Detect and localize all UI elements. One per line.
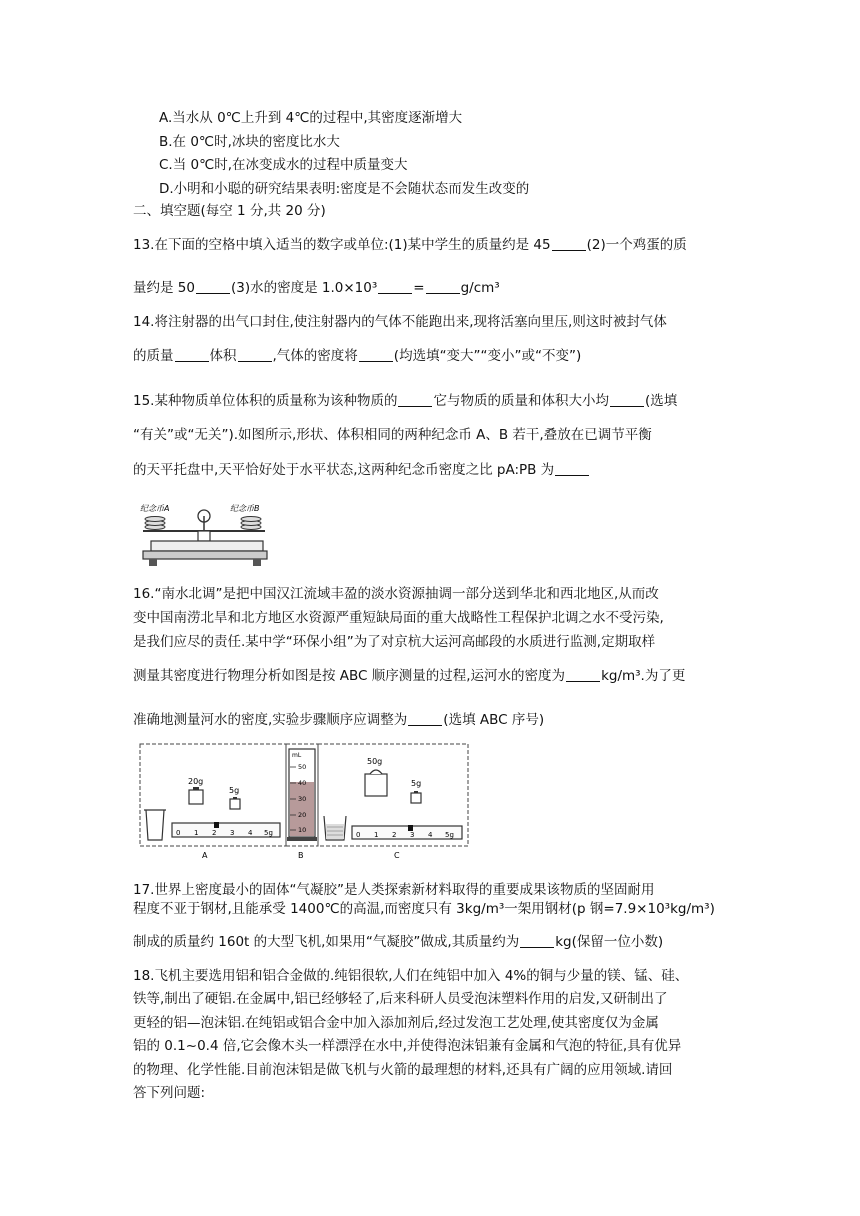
q16-text-4b: kg/m³.为了更 bbox=[601, 668, 686, 684]
weight-5g-c bbox=[411, 793, 421, 803]
q17-text-3a: 制成的质量约 160t 的大型飞机,如果用“气凝胶”做成,其质量约为 bbox=[133, 934, 520, 950]
scale-tick-label: 1 bbox=[194, 829, 199, 837]
answer-blank[interactable] bbox=[359, 348, 393, 362]
scale-tick-label: 1 bbox=[374, 831, 379, 839]
q14-text-2a: 的质量 bbox=[133, 348, 174, 364]
answer-blank[interactable] bbox=[408, 712, 442, 726]
scale-tick-label: 5g bbox=[264, 829, 273, 837]
coin-stack-a bbox=[145, 517, 165, 530]
cylinder-tick-label: 30 bbox=[298, 795, 307, 803]
weight-20g bbox=[189, 790, 203, 804]
q13-line-2 bbox=[133, 276, 500, 296]
scale-tick-label: 2 bbox=[212, 829, 217, 837]
weight-20g-label: 20g bbox=[188, 777, 204, 786]
answer-blank[interactable] bbox=[426, 280, 460, 294]
q15-text-1c: (选填 bbox=[644, 393, 678, 409]
answer-blank[interactable] bbox=[610, 393, 644, 407]
q13-text-1a: 13.在下面的空格中填入适当的数字或单位:(1)某中学生的质量约是 45 bbox=[133, 237, 551, 253]
q13-text-2c: = bbox=[413, 280, 425, 296]
q13-text-2a: 量约是 50 bbox=[133, 280, 195, 296]
q16-text-5a: 准确地测量河水的密度,实验步骤顺序应调整为 bbox=[133, 712, 408, 728]
q16-line-1: 16.“南水北调”是把中国汉江流域丰盈的淡水资源抽调一部分送到华北和西北地区,从而改 bbox=[133, 586, 659, 602]
q16-text-5b: (选填 ABC 序号) bbox=[443, 712, 545, 728]
q16-text-4a: 测量其密度进行物理分析如图是按 ABC 顺序测量的过程,运河水的密度为 bbox=[133, 668, 566, 684]
q18-line-3: 更轻的铝—泡沫铝.在纯铝或铝合金中加入添加剂后,经过发泡工艺处理,使其密度仅为金属 bbox=[133, 1015, 659, 1031]
q18-line-4: 铝的 0.1~0.4 倍,它会像木头一样漂浮在水中,并使得泡沫铝兼有金属和气泡的特征,具有优异 bbox=[133, 1038, 682, 1054]
answer-blank[interactable] bbox=[196, 280, 230, 294]
q13-text-2d: g/cm³ bbox=[460, 280, 500, 296]
scale-tick-label: 5g bbox=[445, 831, 454, 839]
scale-tick-label: 2 bbox=[392, 831, 397, 839]
weight-50g bbox=[365, 774, 387, 796]
scale-tick-label: 0 bbox=[176, 829, 181, 837]
option-d: D.小明和小聪的研究结果表明:密度是不会随状态而发生改变的 bbox=[159, 181, 530, 197]
answer-blank[interactable] bbox=[555, 462, 589, 476]
q17-line-3 bbox=[133, 930, 663, 950]
cylinder-tick-label: 20 bbox=[298, 811, 307, 819]
coin-b-label: 纪念币B bbox=[230, 504, 260, 513]
q14-text-2b: 体积 bbox=[209, 348, 237, 364]
panel-b-label: B bbox=[298, 851, 304, 860]
cylinder-tick-label: 10 bbox=[298, 826, 307, 834]
q16-line-3: 是我们应尽的责任.某中学“环保小组”为了对京杭大运河高邮段的水质进行监测,定期取样 bbox=[133, 634, 656, 650]
coin-stack-b bbox=[241, 517, 261, 530]
q15-line-3 bbox=[133, 458, 590, 478]
q13-text-2b: (3)水的密度是 1.0×10³ bbox=[230, 280, 378, 296]
weight-5g bbox=[230, 799, 240, 809]
scale-tick-label: 3 bbox=[230, 829, 235, 837]
q18-line-2: 铁等,制出了硬铝.在金属中,铝已经够轻了,后来科研人员受泡沫塑料作用的启发,又研制出了 bbox=[133, 991, 668, 1007]
balance-figure bbox=[137, 500, 272, 570]
q15-line-2: “有关”或“无关”).如图所示,形状、体积相同的两种纪念币 A、B 若干,叠放在已调节平衡 bbox=[133, 427, 652, 443]
option-c: C.当 0℃时,在冰变成水的过程中质量变大 bbox=[159, 157, 408, 173]
option-a: A.当水从 0℃上升到 4℃的过程中,其密度逐渐增大 bbox=[159, 110, 463, 126]
cylinder-unit: mL bbox=[292, 752, 302, 759]
cylinder-tick-label: 50 bbox=[298, 763, 307, 771]
answer-blank[interactable] bbox=[520, 934, 554, 948]
q16-line-5 bbox=[133, 708, 544, 728]
q15-text-1b: 它与物质的质量和体积大小均 bbox=[433, 393, 609, 409]
q17-line-1: 17.世界上密度最小的固体“气凝胶”是人类探索新材料取得的重要成果该物质的坚固耐用 bbox=[133, 882, 655, 898]
coin-a-label: 纪念币A bbox=[140, 504, 170, 513]
scale-tick-label: 0 bbox=[356, 831, 361, 839]
answer-blank[interactable] bbox=[175, 348, 209, 362]
scale-tick-label: 3 bbox=[410, 831, 415, 839]
weight-5g-label-c: 5g bbox=[411, 779, 422, 788]
answer-blank[interactable] bbox=[378, 280, 412, 294]
q15-text-3a: 的天平托盘中,天平恰好处于水平状态,这两种纪念币密度之比 pA:PB 为 bbox=[133, 462, 555, 478]
q16-line-4 bbox=[133, 664, 685, 684]
density-measurement-figure bbox=[138, 742, 470, 864]
q13-line-1 bbox=[133, 233, 687, 253]
q18-line-5: 的物理、化学性能.目前泡沫铝是做飞机与火箭的最理想的材料,还具有广阔的应用领域.请回 bbox=[133, 1062, 673, 1078]
scale-tick-label: 4 bbox=[428, 831, 433, 839]
rider-c bbox=[408, 825, 413, 831]
section-2-title: 二、填空题(每空 1 分,共 20 分) bbox=[133, 203, 326, 219]
q16-line-2: 变中国南涝北旱和北方地区水资源严重短缺局面的重大战略性工程保护北调之水不受污染, bbox=[133, 610, 664, 626]
q14-text-2d: (均选填“变大”“变小”或“不变”) bbox=[393, 348, 582, 364]
cylinder-tick-label: 40 bbox=[298, 779, 307, 787]
answer-blank[interactable] bbox=[566, 668, 600, 682]
panel-a-label: A bbox=[202, 851, 208, 860]
q15-line-1 bbox=[133, 389, 677, 409]
q14-line-2 bbox=[133, 344, 581, 364]
weight-50g-label: 50g bbox=[367, 757, 383, 766]
q17-text-3b: kg(保留一位小数) bbox=[555, 934, 664, 950]
rider-a bbox=[214, 822, 219, 828]
q18-line-6: 答下列问题: bbox=[133, 1085, 206, 1101]
q13-text-1b: (2)一个鸡蛋的质 bbox=[586, 237, 687, 253]
answer-blank[interactable] bbox=[398, 393, 432, 407]
balance-scale-bar bbox=[151, 541, 263, 551]
weight-5g-label: 5g bbox=[229, 786, 240, 795]
q18-line-1: 18.飞机主要选用铝和铝合金做的.纯铝很软,人们在纯铝中加入 4%的铜与少量的镁、锰、硅、 bbox=[133, 968, 689, 984]
answer-blank[interactable] bbox=[238, 348, 272, 362]
answer-blank[interactable] bbox=[552, 237, 586, 251]
panel-c-label: C bbox=[394, 851, 400, 860]
scale-tick-label: 4 bbox=[248, 829, 253, 837]
q14-text-2c: ,气体的密度将 bbox=[272, 348, 358, 364]
q14-line-1: 14.将注射器的出气口封住,使注射器内的气体不能跑出来,现将活塞向里压,则这时被封气体 bbox=[133, 314, 667, 330]
option-b: B.在 0℃时,冰块的密度比水大 bbox=[159, 134, 340, 150]
q15-text-1a: 15.某种物质单位体积的质量称为该种物质的 bbox=[133, 393, 398, 409]
q17-line-2: 程度不亚于钢材,且能承受 1400℃的高温,而密度只有 3kg/m³一架用钢材(p 钢=7.9×10³kg/m³) bbox=[133, 901, 715, 917]
empty-beaker bbox=[146, 810, 164, 840]
